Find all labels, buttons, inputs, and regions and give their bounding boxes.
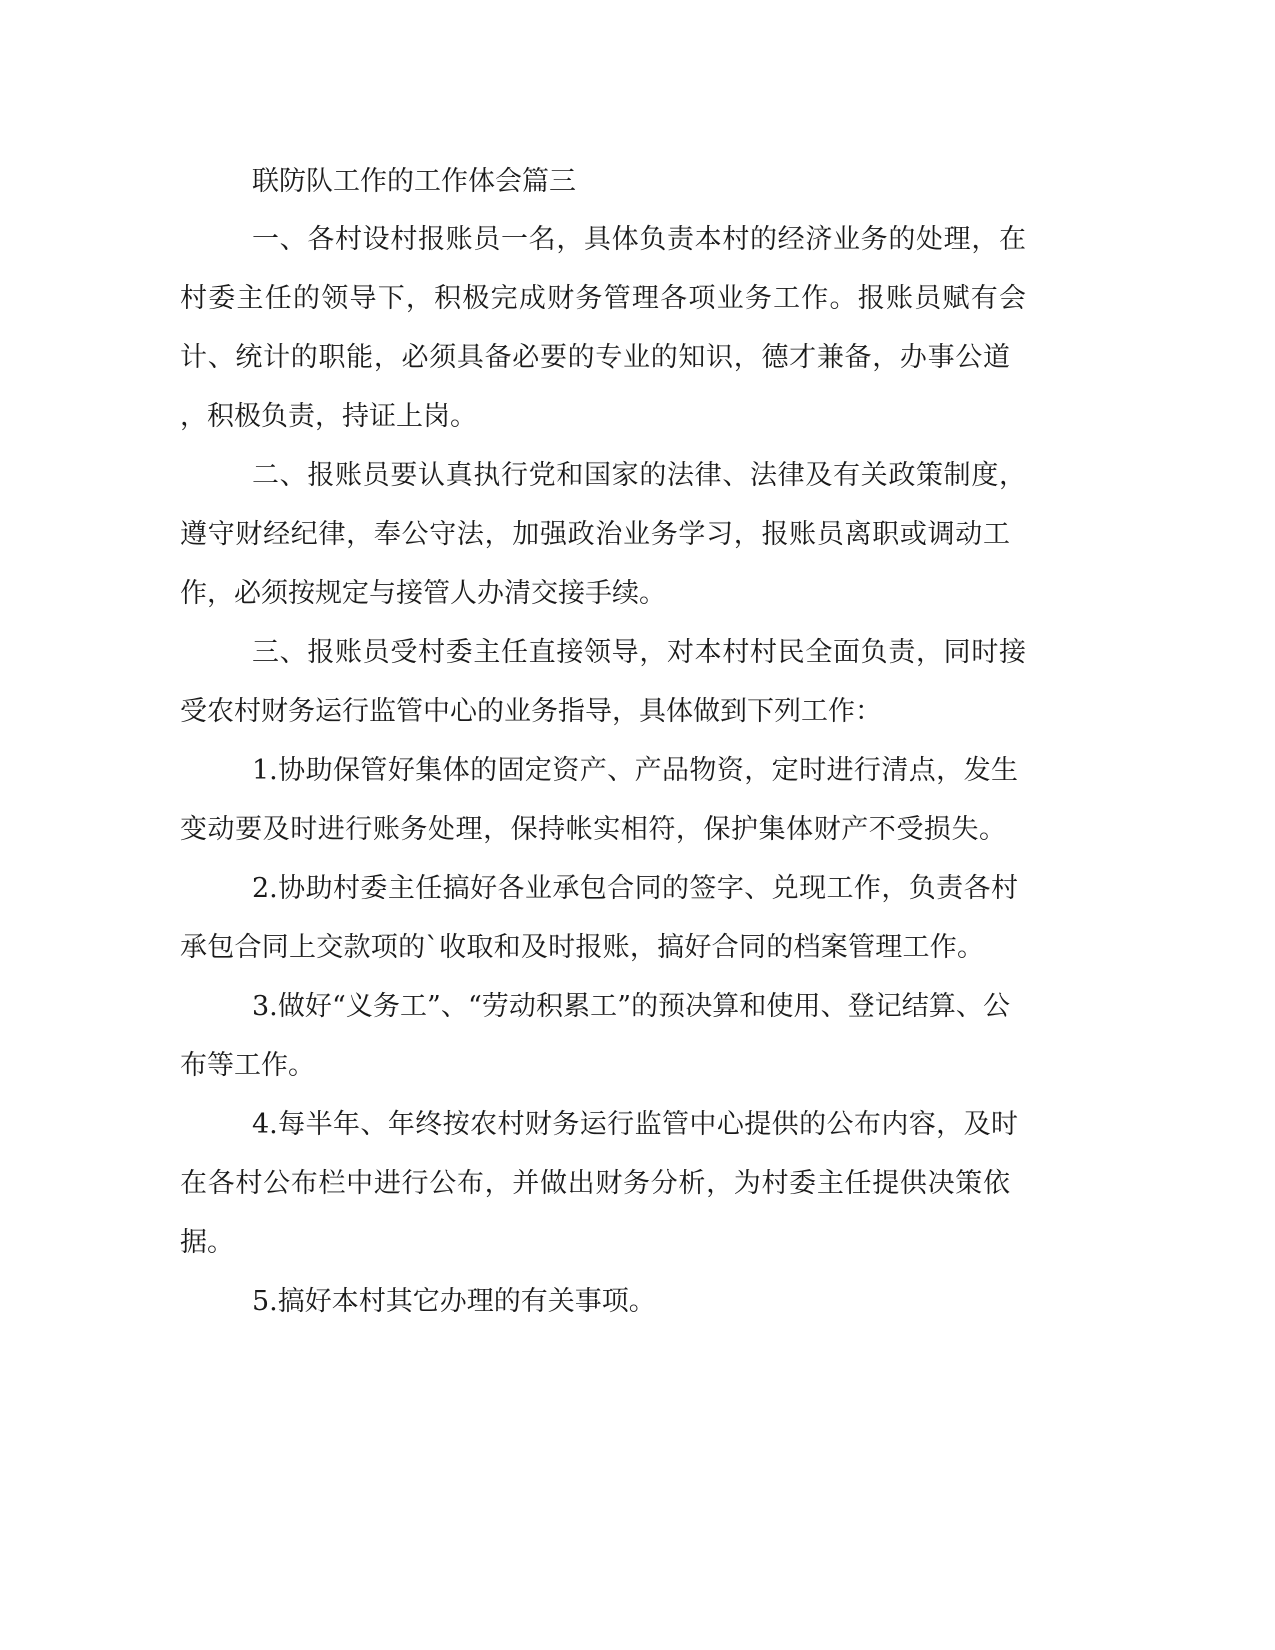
text-line: 4.每半年、年终按农村财务运行监管中心提供的公布内容，及时 [252,1109,1018,1140]
text-line: 承包合同上交款项的`收取和及时报账，搞好合同的档案管理工作。 [180,932,984,963]
text-line: 计、统计的职能，必须具备必要的专业的知识，德才兼备，办事公道 [180,342,1010,373]
text-line: 据。 [180,1227,234,1258]
text-line: 3.做好“义务工”、“劳动积累工”的预决算和使用、登记结算、公 [252,991,1010,1022]
text-line: 二、报账员要认真执行党和国家的法律、法律及有关政策制度， [252,460,1026,491]
text-line: 受农村财务运行监管中心的业务指导，具体做到下列工作： [180,696,882,727]
text-line: 三、报账员受村委主任直接领导，对本村村民全面负责，同时接 [252,637,1026,668]
text-line: 遵守财经纪律，奉公守法，加强政治业务学习，报账员离职或调动工 [180,519,1010,550]
text-line: 在各村公布栏中进行公布，并做出财务分析，为村委主任提供决策依 [180,1168,1010,1199]
document-title: 联防队工作的工作体会篇三 [252,166,576,197]
text-line: 5.搞好本村其它办理的有关事项。 [252,1286,656,1317]
text-line: 1.协助保管好集体的固定资产、产品物资，定时进行清点，发生 [252,755,1018,786]
text-line: 一、各村设村报账员一名，具体负责本村的经济业务的处理，在 [252,224,1026,255]
text-line: ，积极负责，持证上岗。 [180,401,477,432]
text-line: 作，必须按规定与接管人办清交接手续。 [180,578,666,609]
text-line: 变动要及时进行账务处理，保持帐实相符，保护集体财产不受损失。 [180,814,1006,845]
text-line: 布等工作。 [180,1050,315,1081]
text-line: 2.协助村委主任搞好各业承包合同的签字、兑现工作，负责各村 [252,873,1018,904]
text-line: 村委主任的领导下，积极完成财务管理各项业务工作。报账员赋有会 [180,283,1026,314]
